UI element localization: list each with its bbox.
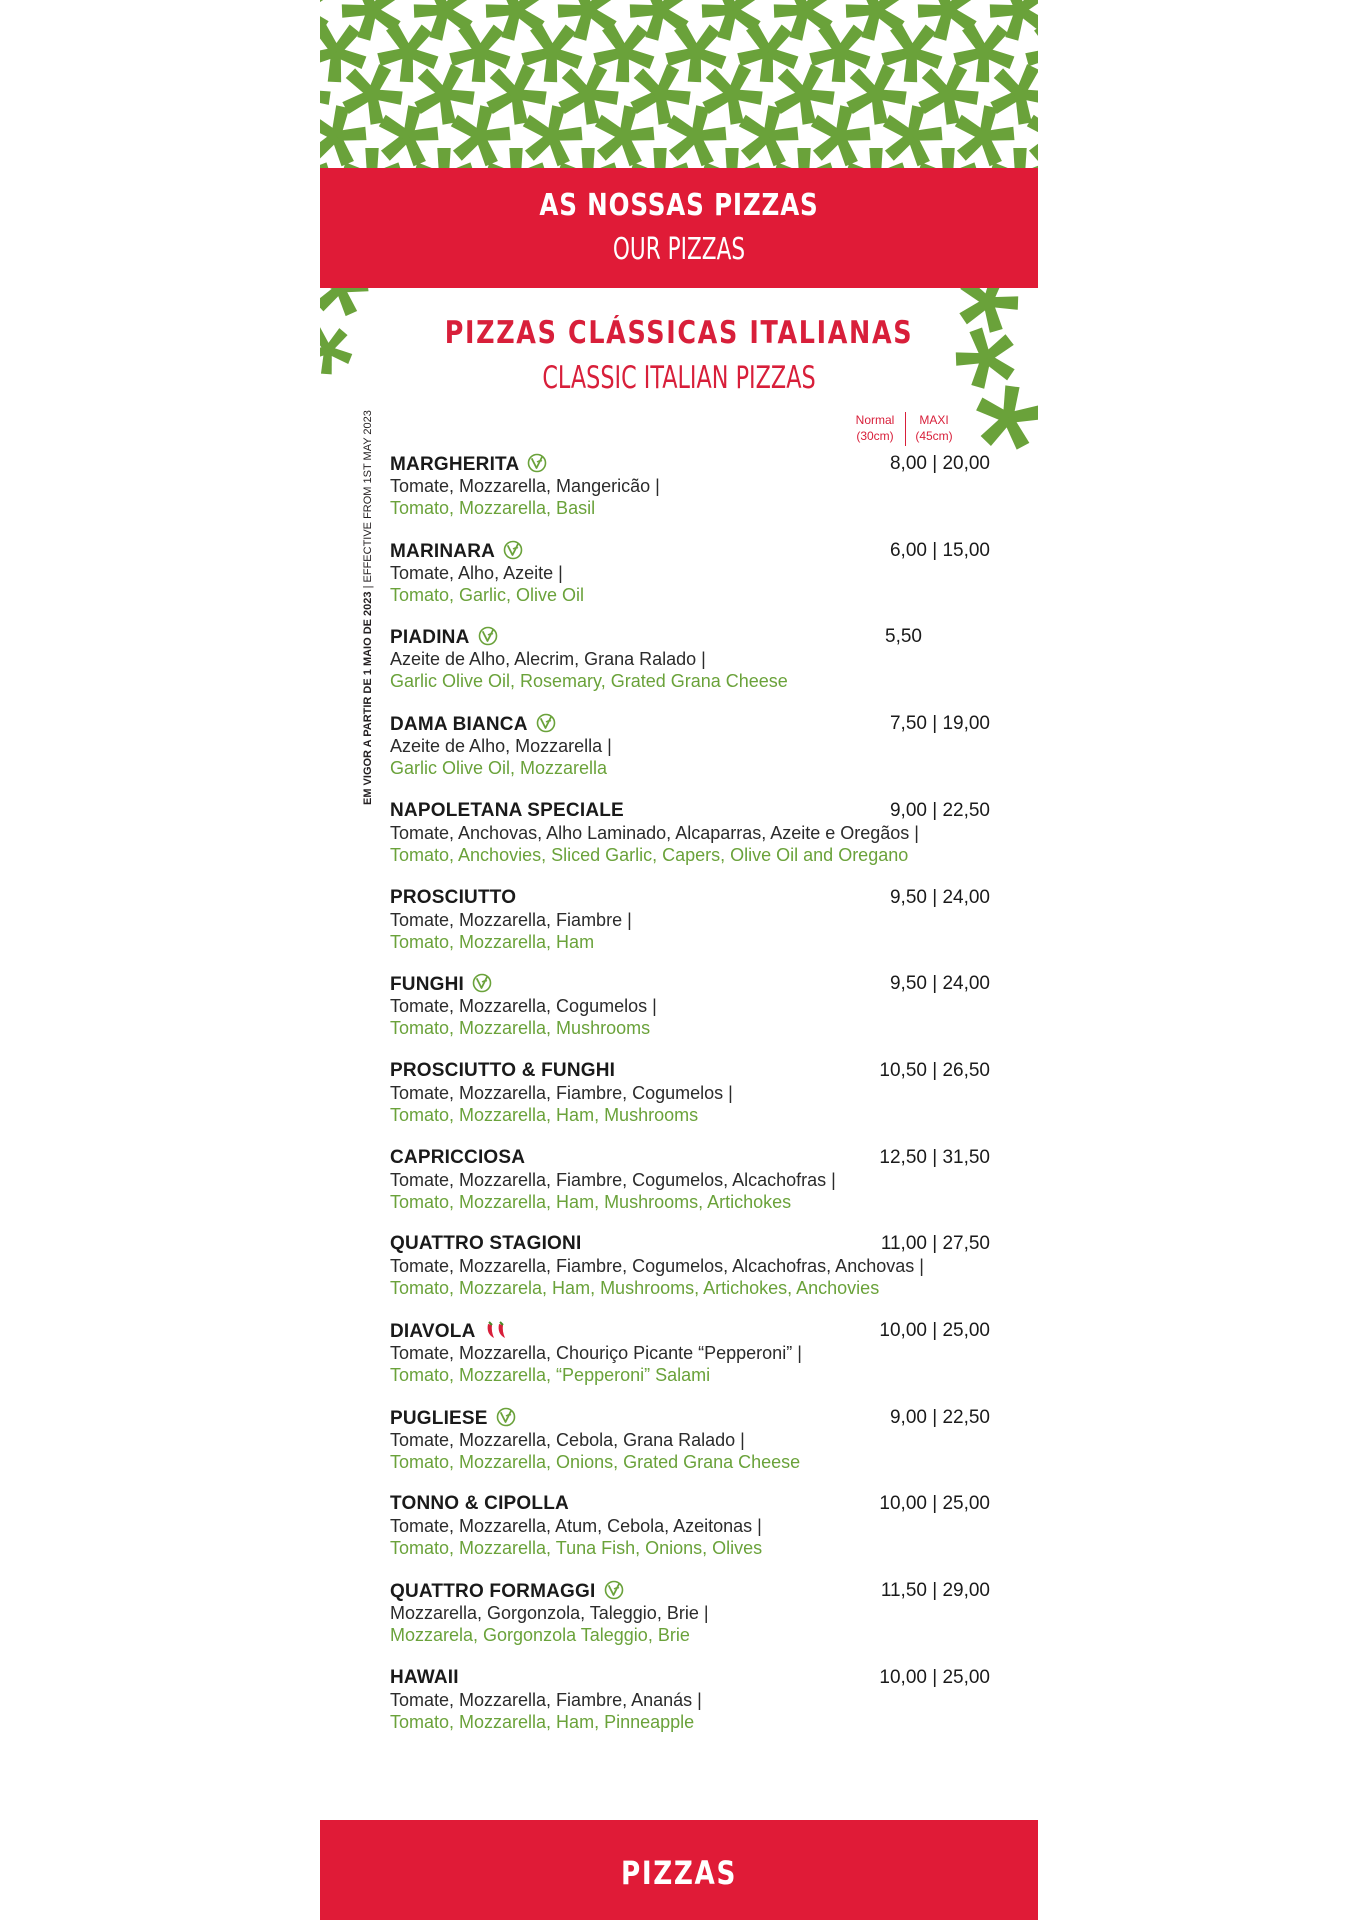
footer-banner (320, 1820, 1038, 1920)
item-name-text: PIADINA (390, 627, 470, 649)
item-name-text: MARGHERITA (390, 454, 520, 475)
size-normal-cm: (30cm) (856, 429, 894, 443)
item-price: 11,50 | 29,00 (880, 1580, 990, 1602)
size-normal-label: Normal (855, 413, 895, 427)
item-description-pt: Tomate, Mozzarella, Mangericão | (390, 476, 660, 496)
item-description-en: Garlic Olive Oil, Rosemary, Grated Grana Cheese (390, 671, 788, 692)
effective-date-en: EFFECTIVE FROM 1ST MAY 2023 (362, 410, 374, 583)
item-price: 10,50 | 26,50 (879, 1059, 990, 1081)
item-name (390, 1233, 581, 1255)
item-description-en: Tomato, Mozzarela, Ham, Mushrooms, Artichokes, Anchovies (390, 1278, 880, 1299)
size-divider (905, 412, 906, 446)
item-name-text: TONNO & CIPOLLA (390, 1493, 569, 1515)
item-description-pt: Tomate, Mozzarella, Chouriço Picante “Pepperoni” | (390, 1343, 802, 1363)
item-description-en: Mozzarela, Gorgonzola Taleggio, Brie (390, 1625, 690, 1646)
item-name-text: PROSCIUTTO & FUNGHI (390, 1059, 616, 1081)
item-name-text: HAWAII (390, 1666, 459, 1688)
item-name-text: DAMA BIANCA (390, 714, 528, 736)
menu-item (390, 1667, 990, 1747)
item-description-en: Garlic Olive Oil, Mozzarella (390, 758, 608, 779)
item-description-en: Tomato, Anchovies, Sliced Garlic, Capers, Olive Oil and Oregano (390, 844, 909, 865)
item-name (390, 1493, 569, 1515)
item-price: 9,00 | 22,50 (889, 799, 990, 821)
size-header (850, 412, 970, 446)
item-name (390, 1060, 615, 1082)
item-description-pt: Tomate, Alho, Azeite | (390, 562, 563, 583)
menu-item (390, 540, 990, 620)
star-shape (588, 100, 661, 168)
footer-banner-title: PIZZAS (620, 1854, 738, 1892)
item-name (390, 1667, 459, 1689)
item-description-en: Tomato, Mozzarella, Ham (390, 931, 595, 952)
item-name (390, 887, 516, 909)
item-description-en: Tomato, Garlic, Olive Oil (390, 584, 585, 605)
menu-item (390, 887, 990, 967)
item-name-text: DIAVOLA (390, 1321, 476, 1342)
item-description-pt: Tomate, Mozzarella, Fiambre, Cogumelos | (390, 1082, 733, 1103)
star-shape (444, 100, 517, 168)
item-name-text: MARINARA (390, 540, 496, 562)
star-shape (876, 100, 949, 168)
item-price: 9,00 | 22,50 (889, 1406, 990, 1428)
item-name-text: CAPRICCIOSA (390, 1146, 526, 1168)
item-name-text: QUATTRO STAGIONI (390, 1233, 582, 1255)
star-shape (372, 100, 445, 168)
item-price: 10,00 | 25,00 (879, 1666, 990, 1688)
menu-item (390, 1407, 990, 1487)
size-maxi-cm: (45cm) (915, 429, 953, 443)
item-description-pt: Tomate, Mozzarella, Cebola, Grana Ralado | (390, 1429, 745, 1450)
menu-item (390, 973, 990, 1053)
item-description-pt: Azeite de Alho, Mozzarella | (390, 736, 612, 757)
star-shape (320, 316, 362, 378)
item-description-pt: Tomate, Mozzarella, Atum, Cebola, Azeitonas | (390, 1516, 762, 1537)
item-description-pt: Tomate, Mozzarella, Fiambre, Ananás | (390, 1689, 702, 1710)
item-name (390, 1147, 525, 1169)
effective-separator: | (362, 585, 374, 589)
header-banner (320, 168, 1038, 288)
menu-item (390, 1147, 990, 1227)
size-maxi-label: MAXI (919, 413, 949, 427)
size-maxi (908, 412, 960, 444)
item-price: 12,50 | 31,50 (879, 1146, 990, 1168)
item-description-en: Tomato, Mozzarella, Ham, Pinneapple (390, 1711, 695, 1732)
star-pattern-decoration (320, 0, 1038, 168)
item-description-en: Tomato, Mozzarella, “Pepperoni” Salami (390, 1365, 711, 1385)
item-price: 5,50 (885, 626, 922, 648)
item-description-pt: Tomate, Mozzarella, Fiambre, Cogumelos, Alcachofras, Anchovas | (390, 1256, 924, 1277)
banner-title: AS NOSSAS PIZZAS (539, 188, 819, 223)
banner-subtitle: OUR PIZZAS (612, 232, 746, 267)
item-description-en: Tomato, Mozzarella, Tuna Fish, Onions, Olives (390, 1538, 763, 1559)
star-shape (516, 100, 589, 168)
item-name-text: QUATTRO FORMAGGI (390, 1581, 596, 1603)
item-price: 9,50 | 24,00 (889, 886, 990, 908)
item-price: 6,00 | 15,00 (889, 539, 990, 561)
item-price: 10,00 | 25,00 (879, 1320, 990, 1341)
item-description-en: Tomato, Mozzarella, Onions, Grated Grana Cheese (390, 1451, 801, 1472)
item-description-en: Tomato, Mozzarella, Ham, Mushrooms, Artichokes (390, 1191, 792, 1212)
section-subtitle: CLASSIC ITALIAN PIZZAS (542, 360, 816, 396)
item-description-en: Tomato, Mozzarella, Mushrooms (390, 1018, 651, 1039)
menu-item (390, 1580, 990, 1660)
item-price: 11,00 | 27,50 (880, 1233, 990, 1255)
item-description-pt: Tomate, Mozzarella, Cogumelos | (390, 996, 657, 1017)
item-description-en: Tomato, Mozzarella, Ham, Mushrooms (390, 1104, 699, 1125)
menu-item (390, 453, 990, 533)
item-description-pt: Tomate, Mozzarella, Fiambre, Cogumelos, Alcachofras | (390, 1169, 836, 1190)
item-price: 10,00 | 25,00 (879, 1493, 990, 1515)
star-shape (320, 288, 374, 320)
menu-item (390, 800, 990, 880)
star-shape (660, 100, 733, 168)
menu-item (390, 1493, 990, 1573)
item-description-pt: Azeite de Alho, Alecrim, Grana Ralado | (390, 649, 706, 670)
item-name-text: NAPOLETANA SPECIALE (390, 799, 624, 821)
section-title: PIZZAS CLÁSSICAS ITALIANAS (444, 315, 914, 351)
effective-date-pt: EM VIGOR A PARTIR DE 1 MAIO DE 2023 (362, 591, 374, 805)
star-shape (948, 100, 1021, 168)
star-shape (732, 100, 805, 168)
menu-item (390, 1320, 990, 1400)
item-name-text: PROSCIUTTO (390, 886, 517, 908)
item-name-text: PUGLIESE (390, 1407, 488, 1429)
star-shape (971, 382, 1038, 453)
menu-item (390, 1233, 990, 1313)
menu-item (390, 626, 990, 706)
menu-item (390, 713, 990, 793)
item-price: 7,50 | 19,00 (889, 713, 990, 735)
item-description-pt: Tomate, Mozzarella, Fiambre | (390, 909, 632, 930)
item-price: 9,50 | 24,00 (889, 973, 990, 995)
item-name (390, 800, 624, 822)
item-description-en: Tomato, Mozzarella, Basil (390, 498, 596, 518)
item-description-pt: Mozzarella, Gorgonzola, Taleggio, Brie | (390, 1603, 709, 1624)
size-normal (850, 412, 900, 444)
item-name-text: FUNGHI (390, 974, 465, 996)
menu-page (320, 0, 1038, 1920)
star-shape (804, 100, 877, 168)
menu-item (390, 1060, 990, 1140)
star-shape (320, 100, 373, 168)
item-price: 8,00 | 20,00 (889, 453, 990, 474)
item-description-pt: Tomate, Anchovas, Alho Laminado, Alcaparras, Azeite e Oregãos | (390, 822, 919, 843)
